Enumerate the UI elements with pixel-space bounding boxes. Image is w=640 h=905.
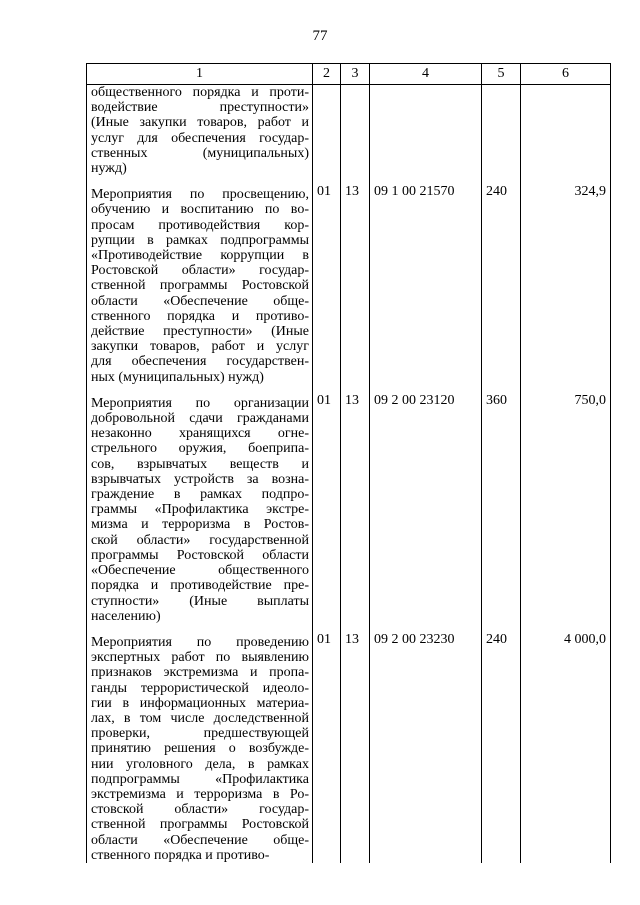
description-line: рупции в рамках подпрограммы	[91, 232, 309, 248]
description-line: граждение в рамках подпро-	[91, 487, 309, 503]
description-line: Ростовской области» государ-	[91, 263, 309, 279]
subsection-code-cell: 13	[341, 632, 370, 863]
description-line: Мероприятия по просвещению,	[91, 187, 309, 203]
table-row	[87, 632, 611, 863]
description-line: (Иные закупки товаров, работ и	[91, 115, 309, 131]
row-description	[87, 632, 313, 863]
description-line: ственных (муниципальных)	[91, 145, 309, 161]
description-line: ственной программы Ростовской	[91, 817, 309, 833]
description-line: населению)	[91, 608, 161, 624]
description-line: Мероприятия по организации	[91, 395, 309, 411]
table-row	[87, 184, 611, 393]
description-line: общественного порядка и проти-	[91, 85, 309, 100]
description-line: действие преступности» (Иные	[91, 324, 309, 340]
description-line: незаконно хранящихся огне-	[91, 426, 309, 442]
header-col-1: 1	[87, 64, 313, 85]
subsection-code-cell: 13	[341, 184, 370, 393]
table-row	[87, 393, 611, 632]
description-line: области «Обеспечение обще-	[91, 293, 309, 309]
description-line: признаков экстремизма и пропа-	[91, 665, 309, 681]
target-article-cell: 09 2 00 23230	[370, 632, 482, 863]
description-line: для обеспечения государствен-	[91, 354, 309, 370]
description-line: подпрограммы «Профилактика	[91, 771, 309, 787]
description-line: мизма и терроризма в Ростов-	[91, 517, 309, 533]
description-line: порядка и противодействие пре-	[91, 578, 309, 594]
description-line: стовской области» государ-	[91, 802, 309, 818]
target-article-cell	[370, 85, 482, 185]
header-col-6: 6	[521, 64, 611, 85]
description-line: ственного порядка и противо-	[91, 847, 270, 863]
description-line: услуг для обеспечения государ-	[91, 130, 309, 146]
amount-cell: 4 000,0	[521, 632, 611, 863]
description-line: ступности» (Иные выплаты	[91, 593, 309, 609]
description-line: граммы «Профилактика экстре-	[91, 502, 309, 518]
description-line: ственной программы Ростовской	[91, 278, 309, 294]
description-line: обучению и воспитанию по во-	[91, 202, 309, 218]
expense-type-cell	[482, 85, 521, 185]
section-code-cell: 01	[313, 393, 341, 632]
section-code-cell: 01	[313, 184, 341, 393]
section-code-cell: 01	[313, 632, 341, 863]
subsection-code-cell: 13	[341, 393, 370, 632]
description-line: гии в информационных материа-	[91, 695, 309, 711]
description-line: взрывчатых устройств за возна-	[91, 471, 309, 487]
description-line: сов, взрывчатых веществ и	[91, 456, 309, 472]
subsection-code-cell	[341, 85, 370, 185]
description-line: добровольной сдачи гражданами	[91, 411, 309, 427]
expense-type-cell: 240	[482, 184, 521, 393]
description-line: ных (муниципальных) нужд)	[91, 369, 264, 385]
page-number: 77	[312, 28, 328, 44]
description-line: ганды террористической идеоло-	[91, 680, 309, 696]
description-line: ской области» государственной	[91, 532, 309, 548]
description-line: экспертных работ по выявлению	[91, 650, 309, 666]
description-line: просам противодействия кор-	[91, 217, 309, 233]
description-line: водействие преступности»	[91, 100, 309, 116]
description-line: «Обеспечение общественного	[91, 563, 309, 579]
table-row	[87, 85, 611, 185]
target-article-cell: 09 1 00 21570	[370, 184, 482, 393]
description-line: закупки товаров, работ и услуг	[91, 339, 309, 355]
description-line: проверки, предшествующей	[91, 726, 309, 742]
expense-type-cell: 360	[482, 393, 521, 632]
description-line: ственного порядка и противо-	[91, 308, 309, 324]
row-description	[87, 393, 313, 632]
amount-cell: 750,0	[521, 393, 611, 632]
row-description	[87, 85, 313, 185]
table-body	[87, 85, 611, 863]
description-line: Мероприятия по проведению	[91, 634, 309, 650]
header-col-2: 2	[313, 64, 341, 85]
amount-cell	[521, 85, 611, 185]
amount-cell: 324,9	[521, 184, 611, 393]
description-line: лах, в том числе доследственной	[91, 710, 309, 726]
description-line: области «Обеспечение обще-	[91, 832, 309, 848]
description-line: стрельного оружия, боеприпа-	[91, 441, 309, 457]
description-line: экстремизма и терроризма в Ро-	[91, 786, 309, 802]
description-line: программы Ростовской области	[91, 547, 309, 563]
header-col-5: 5	[482, 64, 521, 85]
description-line: нии уголовного дела, в рамках	[91, 756, 309, 772]
row-description	[87, 184, 313, 393]
section-code-cell	[313, 85, 341, 185]
expense-type-cell: 240	[482, 632, 521, 863]
header-col-4: 4	[370, 64, 482, 85]
header-col-3: 3	[341, 64, 370, 85]
description-line: нужд)	[91, 161, 127, 177]
description-line: «Противодействие коррупции в	[91, 248, 309, 264]
target-article-cell: 09 2 00 23120	[370, 393, 482, 632]
budget-table	[86, 63, 611, 863]
table-header-row	[87, 64, 611, 85]
description-line: принятию решения о возбужде-	[91, 741, 309, 757]
